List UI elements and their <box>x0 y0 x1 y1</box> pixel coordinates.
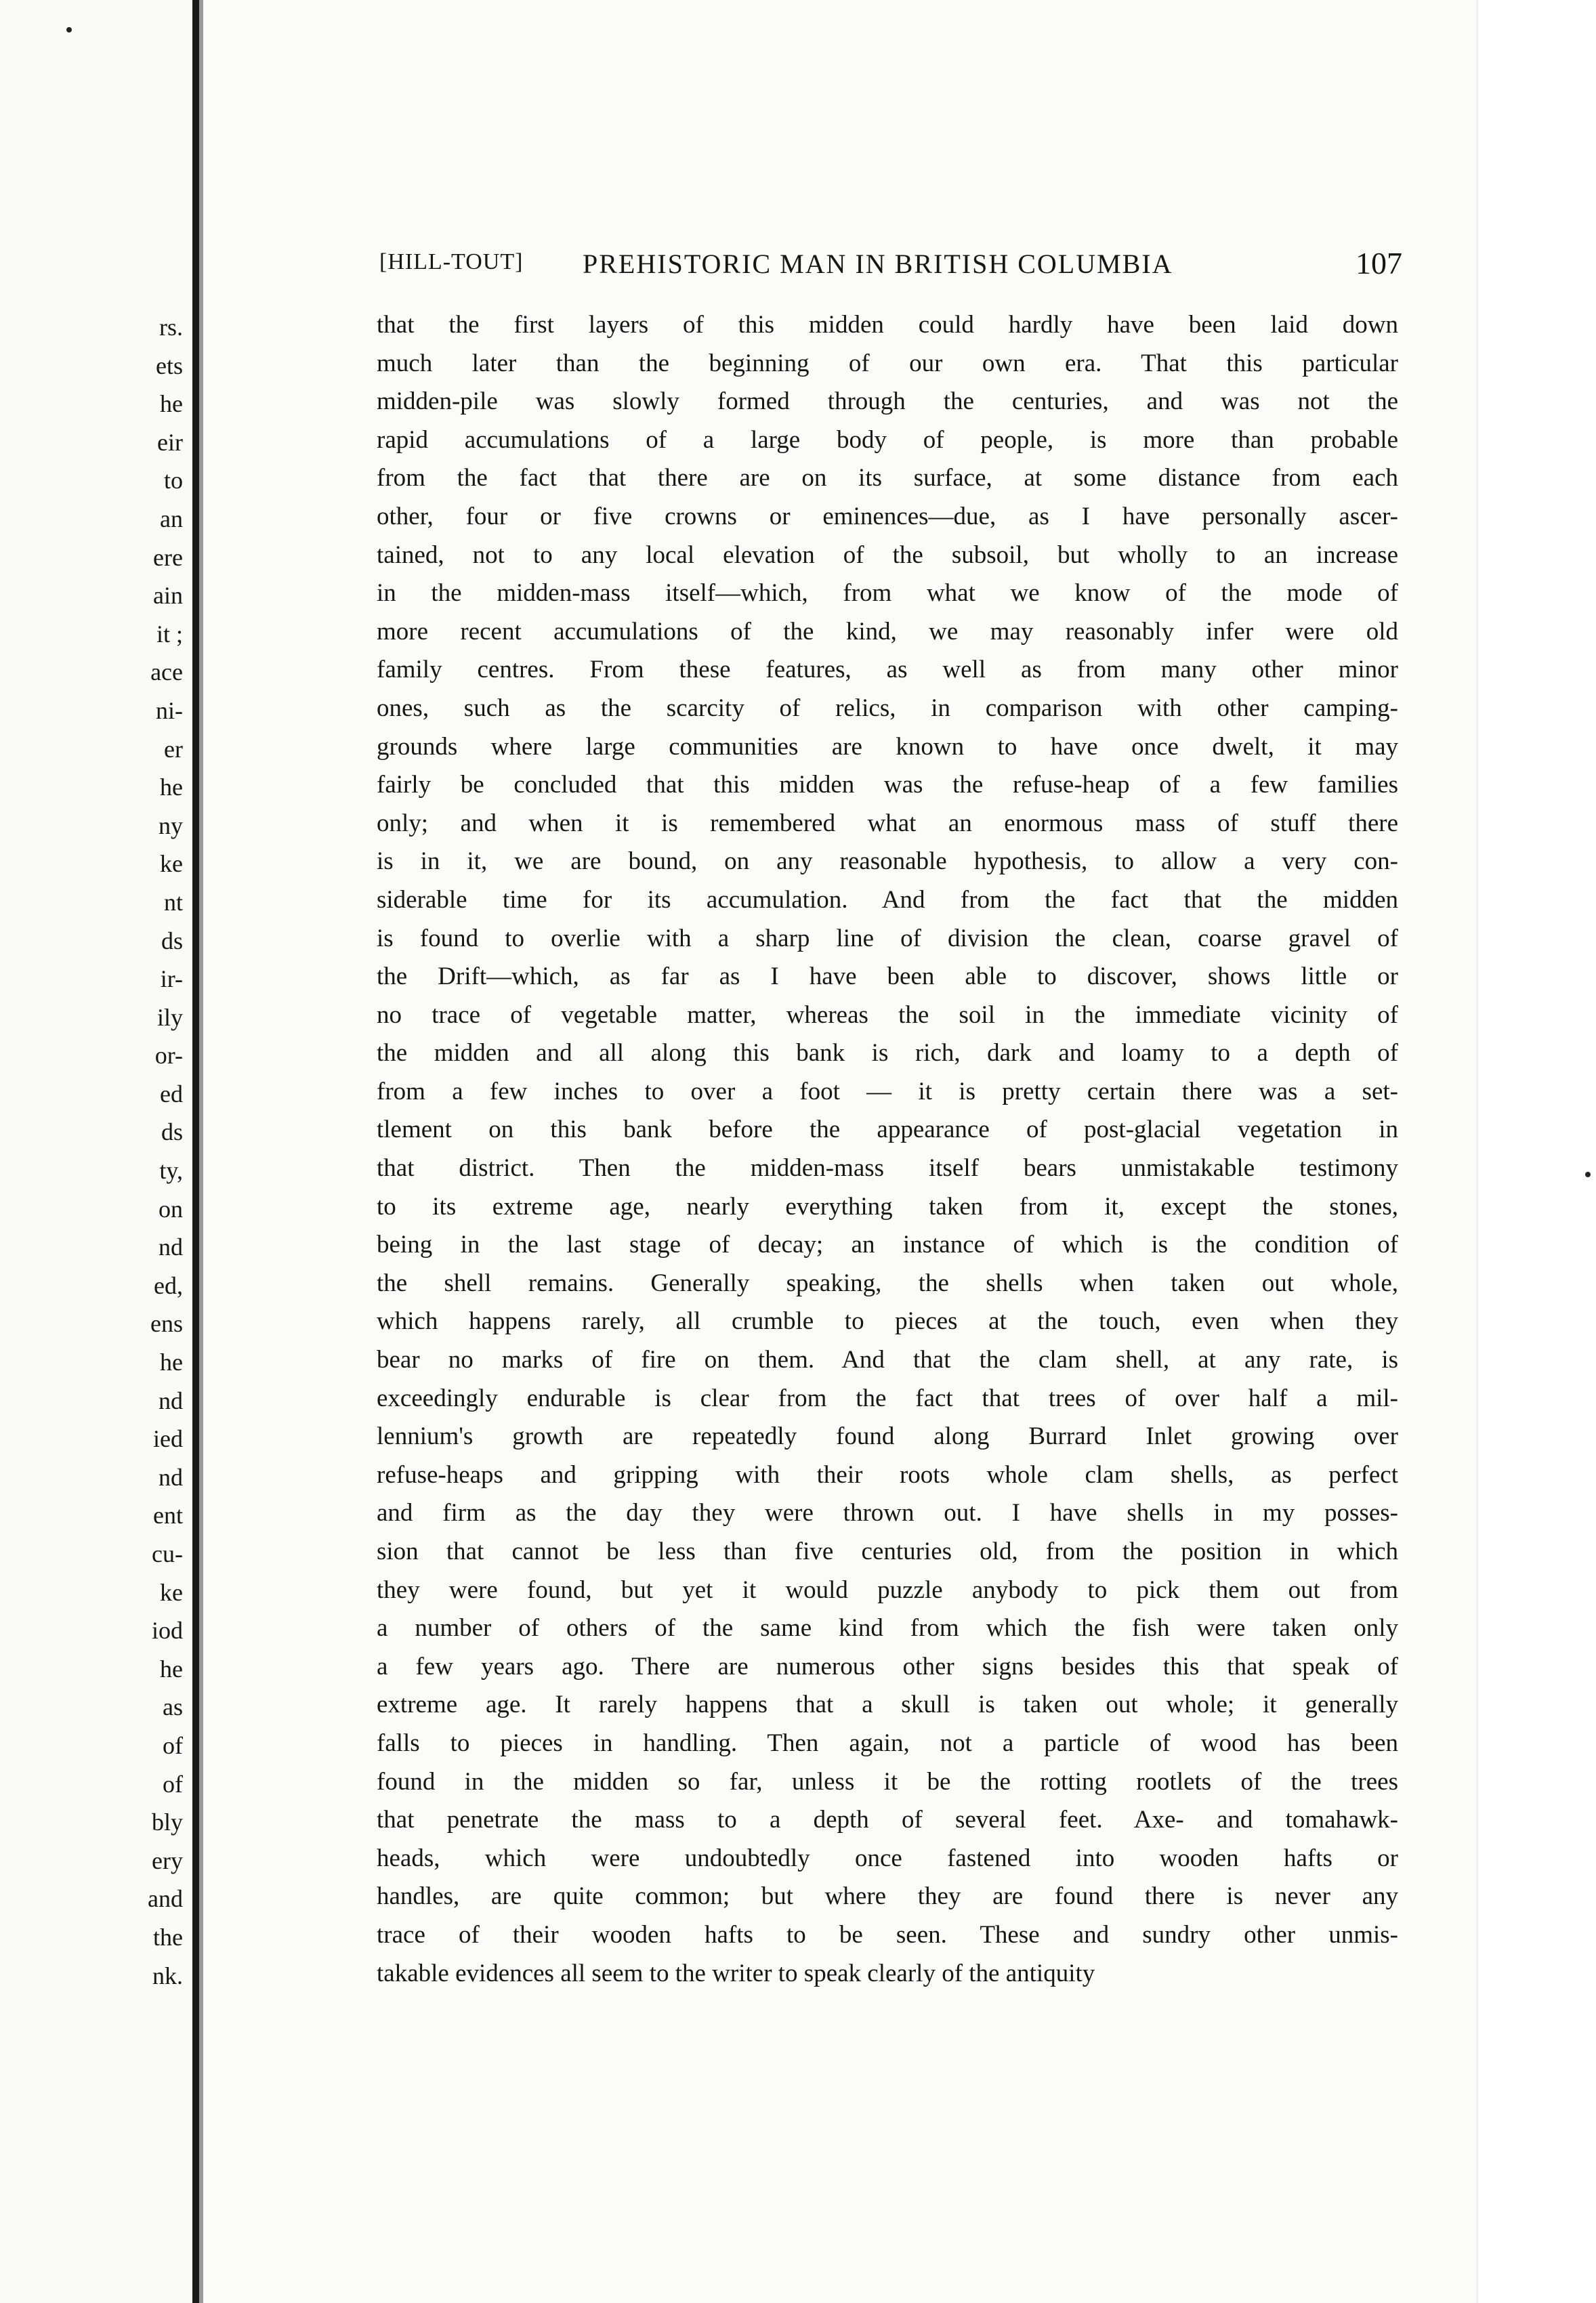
text-line: that district. Then the midden-mass itself bears unmistakable testimony <box>377 1154 1398 1183</box>
text-line: only; and when it is remembered what an enormous mass of stuff there <box>377 809 1398 837</box>
left-page-fragment: ke <box>160 850 183 878</box>
left-page-fragment: nd <box>159 1233 183 1261</box>
left-page-fragment: er <box>164 735 183 763</box>
left-page-fragment: an <box>160 505 183 532</box>
text-line: other, four or five crowns or eminences—due, as I have personally ascer- <box>377 502 1398 530</box>
text-line: extreme age. It rarely happens that a skull is taken out whole; it generally <box>377 1691 1398 1719</box>
left-page-fragment: of <box>163 1770 183 1798</box>
left-page-fragment: and <box>148 1885 183 1913</box>
text-line: tained, not to any local elevation of the subsoil, but wholly to an increase <box>377 541 1398 569</box>
left-page-fragment: he <box>160 390 183 418</box>
running-head <box>379 246 1402 290</box>
left-page-fragment: nt <box>163 888 183 916</box>
left-page-fragment: ied <box>153 1425 183 1453</box>
left-page-fragment: nd <box>159 1387 183 1414</box>
text-line: fairly be concluded that this midden was the refuse-heap of a few families <box>377 771 1398 799</box>
left-page-fragment: of <box>163 1731 183 1759</box>
left-page-fragment: cu- <box>152 1540 183 1567</box>
text-line: takable evidences all seem to the writer to speak clearly of the antiquity <box>377 1959 1095 1987</box>
left-page-fragment: rs. <box>159 314 183 341</box>
left-page-fragment: nd <box>159 1463 183 1491</box>
running-title: PREHISTORIC MAN IN BRITISH COLUMBIA <box>583 249 1173 279</box>
left-page-fragment: he <box>160 1655 183 1683</box>
left-page-fragment: ds <box>161 927 183 954</box>
left-page-fragment: ty, <box>159 1157 183 1185</box>
left-page-fragment: ni- <box>156 696 183 724</box>
text-line: the shell remains. Generally speaking, the shells when taken out whole, <box>377 1269 1398 1297</box>
left-page-fragment: ed, <box>154 1271 183 1299</box>
text-line: handles, are quite common; but where they are found there is never any <box>377 1882 1398 1911</box>
left-page-fragment: ace <box>150 658 183 686</box>
left-page-fragment: nk. <box>152 1962 183 1989</box>
scan-speck <box>66 27 72 33</box>
text-line: is found to overlie with a sharp line of division the clean, coarse gravel of <box>377 924 1398 952</box>
left-page-fragment: ain <box>153 582 183 610</box>
right-page-margin <box>1477 0 1596 2303</box>
left-page-fragment: iod <box>151 1617 183 1645</box>
text-line: sion that cannot be less than five centuries old, from the position in which <box>377 1538 1398 1565</box>
left-page-fragment: or- <box>154 1042 183 1070</box>
text-line: in the midden-mass itself—which, from what we know of the mode of <box>377 579 1398 608</box>
text-line: refuse-heaps and gripping with their roots whole clam shells, as perfect <box>377 1460 1398 1489</box>
left-page-fragment: the <box>153 1923 183 1951</box>
text-line: more recent accumulations of the kind, we may reasonably infer were old <box>377 617 1398 646</box>
author-tag: [HILL-TOUT] <box>379 249 524 274</box>
left-page-fragment: ir- <box>160 965 183 993</box>
left-page-fragment: ke <box>160 1578 183 1606</box>
text-line: tlement on this bank before the appearance of post-glacial vegetation in <box>377 1116 1398 1144</box>
scan-speck <box>1585 1172 1591 1177</box>
text-line: exceedingly endurable is clear from the fact that trees of over half a mil- <box>377 1384 1398 1412</box>
left-page-fragment: ere <box>153 543 183 571</box>
text-line: that the first layers of this midden could hardly have been laid down <box>377 311 1398 339</box>
book-gutter-shadow <box>192 0 199 2303</box>
text-line: which happens rarely, all crumble to pieces at the touch, even when they <box>377 1307 1398 1336</box>
text-line: and firm as the day they were thrown out. I have shells in my posses- <box>377 1499 1398 1527</box>
text-line: a number of others of the same kind from which the fish were taken only <box>377 1614 1398 1643</box>
text-line: they were found, but yet it would puzzle anybody to pick them out from <box>377 1576 1398 1604</box>
text-line: ones, such as the scarcity of relics, in comparison with other camping- <box>377 694 1398 722</box>
text-line: a few years ago. There are numerous other signs besides this that speak of <box>377 1652 1398 1681</box>
text-line: grounds where large communities are known to have once dwelt, it may <box>377 732 1398 761</box>
text-line: the midden and all along this bank is rich, dark and loamy to a depth of <box>377 1039 1398 1068</box>
left-page-fragment: to <box>163 467 183 494</box>
left-page-fragment: he <box>160 774 183 801</box>
left-page-fragment: ets <box>156 352 183 379</box>
left-page-edge <box>0 0 192 2303</box>
text-line: siderable time for its accumulation. And from the fact that the midden <box>377 885 1398 914</box>
left-page-fragment: as <box>163 1693 183 1721</box>
text-line: that penetrate the mass to a depth of several feet. Axe- and tomahawk- <box>377 1806 1398 1834</box>
left-page-fragment: ens <box>150 1310 183 1338</box>
text-line: bear no marks of fire on them. And that the clam shell, at any rate, is <box>377 1346 1398 1374</box>
text-line: family centres. From these features, as well as from many other minor <box>377 656 1398 684</box>
text-line: to its extreme age, nearly everything taken from it, except the stones, <box>377 1192 1398 1221</box>
left-page-text-fragments <box>95 308 183 1995</box>
text-line: lennium's growth are repeatedly found along Burrard Inlet growing over <box>377 1422 1398 1451</box>
text-line: no trace of vegetable matter, whereas the soil in the immediate vicinity of <box>377 1000 1398 1029</box>
text-line: from a few inches to over a foot — it is pretty certain there was a set- <box>377 1077 1398 1105</box>
text-line: heads, which were undoubtedly once fastened into wooden hafts or <box>377 1844 1398 1872</box>
text-line: from the fact that there are on its surface, at some distance from each <box>377 464 1398 492</box>
text-line: midden-pile was slowly formed through the centuries, and was not the <box>377 387 1398 416</box>
left-page-fragment: ent <box>153 1502 183 1529</box>
left-page-fragment: it ; <box>156 620 183 648</box>
text-line: found in the midden so far, unless it be the rotting rootlets of the trees <box>377 1767 1398 1796</box>
left-page-fragment: on <box>159 1195 183 1223</box>
left-page-fragment: eir <box>157 428 183 456</box>
left-page-fragment: ily <box>156 1003 183 1031</box>
text-line: being in the last stage of decay; an instance of which is the condition of <box>377 1231 1398 1259</box>
body-paragraph <box>377 306 1398 1993</box>
text-line: rapid accumulations of a large body of people, is more than probable <box>377 425 1398 454</box>
left-page-fragment: he <box>160 1349 183 1376</box>
text-line: falls to pieces in handling. Then again, not a particle of wood has been <box>377 1729 1398 1757</box>
left-page-fragment: ny <box>159 811 183 839</box>
left-page-fragment: ds <box>161 1118 183 1146</box>
text-line: much later than the beginning of our own era. That this particular <box>377 349 1398 377</box>
text-line: is in it, we are bound, on any reasonable hypothesis, to allow a very con- <box>377 847 1398 876</box>
left-page-fragment: bly <box>151 1809 183 1836</box>
left-page-fragment: ery <box>152 1846 183 1874</box>
text-line: trace of their wooden hafts to be seen. These and sundry other unmis- <box>377 1920 1398 1949</box>
page-number: 107 <box>1356 246 1402 280</box>
text-line: the Drift—which, as far as I have been able to discover, shows little or <box>377 963 1398 991</box>
left-page-fragment: ed <box>160 1080 183 1107</box>
